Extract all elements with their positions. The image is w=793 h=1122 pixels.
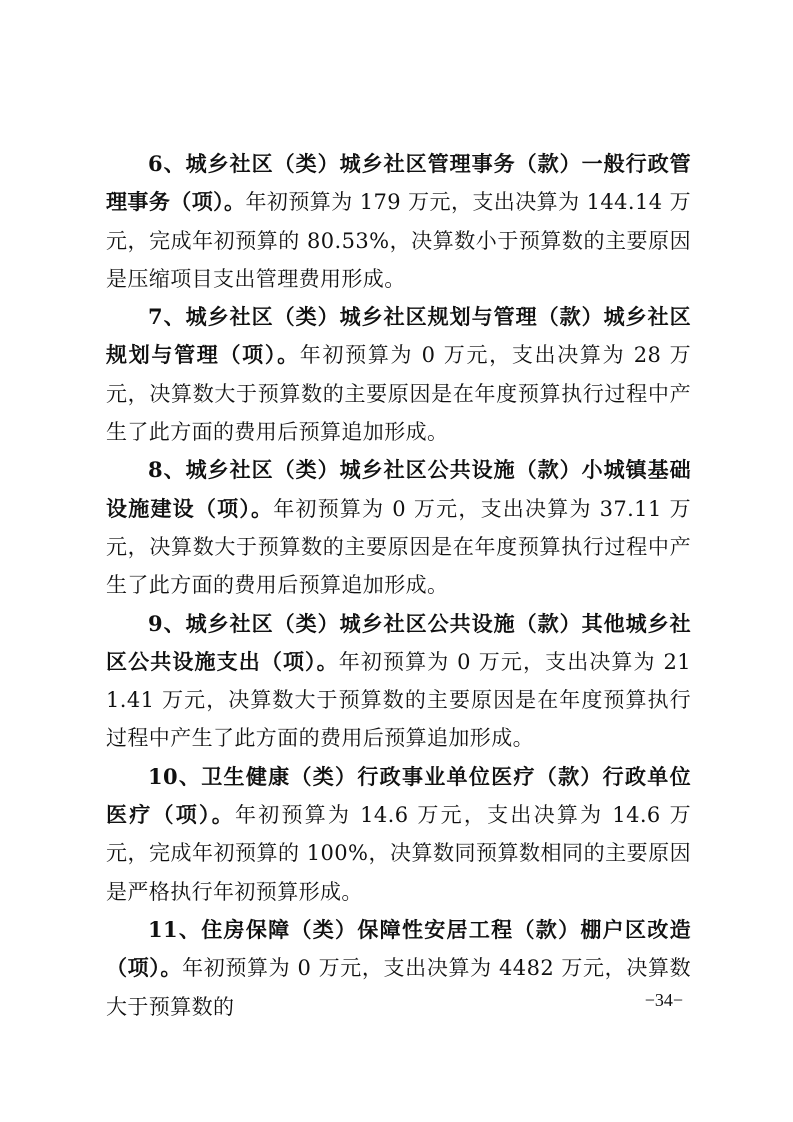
paragraph-item-9: [106, 605, 691, 758]
paragraph-heading: 6、城乡社区（类）城乡社区管理事务（款）一般行政管理事务（项）。: [106, 151, 691, 215]
paragraph-item-6: [106, 145, 691, 298]
paragraph-item-10: [106, 758, 691, 911]
paragraph-text: 年初预算为 0 万元，支出决算为 28 万元，决算数大于预算数的主要原因是在年度预算执行过程中产生了此方面的费用后预算追加形成。: [106, 343, 691, 445]
paragraph-heading: 9、城乡社区（类）城乡社区公共设施（款）其他城乡社区公共设施支出（项）。: [106, 610, 691, 674]
page-number: −34−: [644, 990, 683, 1010]
paragraph-text: 年初预算为 0 万元，支出决算为 37.11 万元，决算数大于预算数的主要原因是在年度预算执行过程中产生了此方面的费用后预算追加形成。: [106, 496, 691, 598]
paragraph-text: 年初预算为 0 万元，支出决算为 211.41 万元，决算数大于预算数的主要原因是在年度预算执行过程中产生了此方面的费用后预算追加形成。: [106, 649, 691, 751]
document-body: [106, 145, 691, 1026]
paragraph-text: 年初预算为 14.6 万元，支出决算为 14.6 万元，完成年初预算的 100%，决算数同预算数相同的主要原因是严格执行年初预算形成。: [106, 803, 691, 904]
paragraph-heading: 7、城乡社区（类）城乡社区规划与管理（款）城乡社区规划与管理（项）。: [106, 304, 691, 368]
paragraph-text: 年初预算为 179 万元，支出决算为 144.14 万元，完成年初预算的 80.53%，决算数小于预算数的主要原因是压缩项目支出管理费用形成。: [106, 190, 691, 291]
paragraph-heading: 11、住房保障（类）保障性安居工程（款）棚户区改造（项）。: [106, 916, 691, 981]
paragraph-text: 年初预算为 0 万元，支出决算为 4482 万元，决算数大于预算数的: [106, 956, 691, 1019]
paragraph-item-11: [106, 911, 691, 1026]
paragraph-item-7: [106, 298, 691, 451]
paragraph-heading: 10、卫生健康（类）行政事业单位医疗（款）行政单位医疗（项）。: [106, 763, 691, 828]
paragraph-item-8: [106, 451, 691, 604]
paragraph-heading: 8、城乡社区（类）城乡社区公共设施（款）小城镇基础设施建设（项）。: [106, 457, 691, 521]
